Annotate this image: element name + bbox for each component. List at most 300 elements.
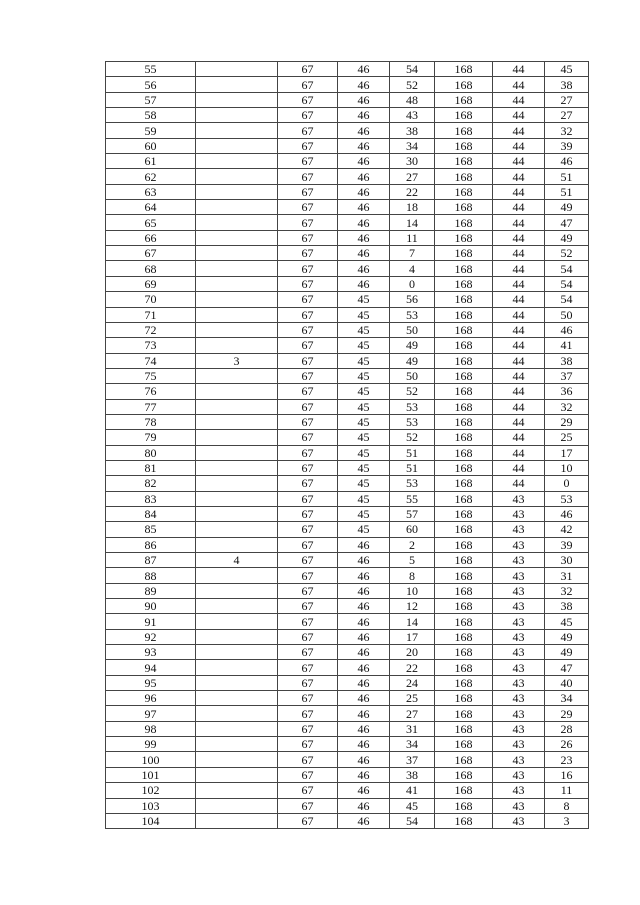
table-row [106, 261, 589, 276]
table-cell-group [196, 675, 278, 690]
table-cell-col-3: 67 [278, 292, 338, 307]
table-cell-col-5: 17 [390, 629, 435, 644]
table-cell-row-index: 70 [106, 292, 196, 307]
table-cell-row-index: 96 [106, 691, 196, 706]
table-cell-col-7: 44 [493, 261, 545, 276]
table-cell-col-6: 168 [435, 721, 493, 736]
table-cell-group: 3 [196, 353, 278, 368]
table-cell-col-6: 168 [435, 399, 493, 414]
table-cell-col-7: 44 [493, 476, 545, 491]
table-cell-col-8: 10 [545, 460, 589, 475]
table-cell-group [196, 261, 278, 276]
table-cell-col-7: 44 [493, 276, 545, 291]
table-cell-group [196, 506, 278, 521]
table-row [106, 154, 589, 169]
table-cell-col-4: 46 [338, 77, 390, 92]
table-cell-col-7: 43 [493, 675, 545, 690]
table-cell-col-4: 45 [338, 322, 390, 337]
table-cell-col-6: 168 [435, 706, 493, 721]
table-cell-col-3: 67 [278, 614, 338, 629]
table-cell-col-3: 67 [278, 460, 338, 475]
table-row [106, 553, 589, 568]
table-cell-col-7: 44 [493, 445, 545, 460]
table-cell-row-index: 89 [106, 583, 196, 598]
table-cell-group [196, 798, 278, 813]
table-cell-col-3: 67 [278, 645, 338, 660]
table-cell-col-8: 49 [545, 629, 589, 644]
table-cell-col-5: 22 [390, 660, 435, 675]
table-cell-group [196, 276, 278, 291]
table-cell-col-5: 31 [390, 721, 435, 736]
table-cell-group [196, 491, 278, 506]
table-cell-col-5: 43 [390, 108, 435, 123]
table-row [106, 292, 589, 307]
table-cell-group [196, 399, 278, 414]
table-cell-col-4: 46 [338, 537, 390, 552]
table-cell-col-5: 24 [390, 675, 435, 690]
table-cell-row-index: 83 [106, 491, 196, 506]
table-cell-col-7: 44 [493, 368, 545, 383]
table-cell-row-index: 91 [106, 614, 196, 629]
table-cell-row-index: 102 [106, 783, 196, 798]
table-cell-col-8: 28 [545, 721, 589, 736]
table-cell-col-4: 46 [338, 123, 390, 138]
table-cell-col-6: 168 [435, 614, 493, 629]
table-cell-col-8: 25 [545, 430, 589, 445]
table-cell-col-7: 44 [493, 230, 545, 245]
table-cell-col-4: 45 [338, 414, 390, 429]
table-row [106, 77, 589, 92]
table-cell-col-4: 45 [338, 292, 390, 307]
table-cell-col-6: 168 [435, 261, 493, 276]
table-cell-col-5: 50 [390, 322, 435, 337]
table-row [106, 522, 589, 537]
table-cell-col-4: 46 [338, 138, 390, 153]
table-row [106, 706, 589, 721]
table-cell-col-7: 44 [493, 92, 545, 107]
table-cell-row-index: 75 [106, 368, 196, 383]
table-cell-group [196, 77, 278, 92]
table-cell-col-5: 52 [390, 77, 435, 92]
table-cell-col-5: 45 [390, 798, 435, 813]
table-cell-col-4: 46 [338, 184, 390, 199]
table-cell-row-index: 64 [106, 200, 196, 215]
table-row [106, 599, 589, 614]
table-cell-col-5: 14 [390, 614, 435, 629]
table-cell-col-8: 8 [545, 798, 589, 813]
table-cell-col-6: 168 [435, 200, 493, 215]
table-cell-col-8: 3 [545, 813, 589, 828]
table-cell-col-8: 49 [545, 200, 589, 215]
table-cell-group [196, 138, 278, 153]
table-cell-col-8: 26 [545, 737, 589, 752]
table-cell-col-7: 43 [493, 553, 545, 568]
table-cell-col-6: 168 [435, 338, 493, 353]
table-cell-group [196, 522, 278, 537]
table-cell-col-6: 168 [435, 752, 493, 767]
table-row [106, 568, 589, 583]
table-cell-col-6: 168 [435, 583, 493, 598]
table-cell-col-4: 46 [338, 783, 390, 798]
table-cell-col-3: 67 [278, 721, 338, 736]
table-cell-col-7: 43 [493, 491, 545, 506]
table-cell-row-index: 104 [106, 813, 196, 828]
table-cell-row-index: 73 [106, 338, 196, 353]
table-cell-col-4: 45 [338, 522, 390, 537]
table-cell-col-8: 53 [545, 491, 589, 506]
table-cell-col-7: 43 [493, 568, 545, 583]
table-cell-group [196, 614, 278, 629]
table-cell-col-4: 46 [338, 200, 390, 215]
table-row [106, 445, 589, 460]
table-cell-group [196, 92, 278, 107]
table-cell-col-8: 0 [545, 476, 589, 491]
table-cell-row-index: 77 [106, 399, 196, 414]
table-row [106, 430, 589, 445]
table-cell-col-6: 168 [435, 767, 493, 782]
table-cell-col-7: 44 [493, 77, 545, 92]
table-cell-col-6: 168 [435, 230, 493, 245]
table-cell-row-index: 65 [106, 215, 196, 230]
table-row [106, 813, 589, 828]
table-cell-col-4: 46 [338, 660, 390, 675]
table-cell-group [196, 169, 278, 184]
table-row [106, 506, 589, 521]
table-cell-group [196, 476, 278, 491]
table-cell-col-5: 51 [390, 445, 435, 460]
table-cell-col-3: 67 [278, 368, 338, 383]
table-cell-col-3: 67 [278, 108, 338, 123]
table-cell-group [196, 691, 278, 706]
table-row [106, 230, 589, 245]
table-cell-row-index: 74 [106, 353, 196, 368]
table-cell-col-3: 67 [278, 246, 338, 261]
table-cell-group [196, 108, 278, 123]
table-cell-group [196, 307, 278, 322]
table-row [106, 491, 589, 506]
table-cell-row-index: 93 [106, 645, 196, 660]
table-cell-col-4: 46 [338, 169, 390, 184]
table-cell-col-5: 7 [390, 246, 435, 261]
table-cell-col-4: 46 [338, 752, 390, 767]
table-cell-row-index: 56 [106, 77, 196, 92]
table-cell-col-3: 67 [278, 184, 338, 199]
table-cell-col-4: 45 [338, 368, 390, 383]
table-cell-col-3: 67 [278, 138, 338, 153]
table-row [106, 184, 589, 199]
table-cell-row-index: 103 [106, 798, 196, 813]
table-cell-col-3: 67 [278, 338, 338, 353]
table-cell-col-6: 168 [435, 123, 493, 138]
table-cell-col-3: 67 [278, 123, 338, 138]
table-cell-col-4: 46 [338, 553, 390, 568]
table-cell-col-7: 43 [493, 798, 545, 813]
table-cell-row-index: 71 [106, 307, 196, 322]
table-cell-col-6: 168 [435, 737, 493, 752]
table-cell-group [196, 246, 278, 261]
table-cell-row-index: 80 [106, 445, 196, 460]
table-cell-col-3: 67 [278, 430, 338, 445]
table-cell-col-5: 54 [390, 813, 435, 828]
table-row [106, 138, 589, 153]
table-cell-col-3: 67 [278, 568, 338, 583]
table-cell-group [196, 767, 278, 782]
table-cell-row-index: 92 [106, 629, 196, 644]
table-cell-col-6: 168 [435, 537, 493, 552]
table-cell-col-4: 46 [338, 813, 390, 828]
table-cell-col-6: 168 [435, 506, 493, 521]
table-cell-row-index: 97 [106, 706, 196, 721]
table-cell-group [196, 414, 278, 429]
table-cell-col-8: 40 [545, 675, 589, 690]
table-cell-col-5: 25 [390, 691, 435, 706]
table-cell-col-8: 45 [545, 614, 589, 629]
table-cell-group [196, 629, 278, 644]
table-cell-col-5: 8 [390, 568, 435, 583]
table-cell-col-8: 32 [545, 399, 589, 414]
table-cell-col-3: 67 [278, 537, 338, 552]
table-cell-col-5: 34 [390, 138, 435, 153]
table-cell-col-7: 43 [493, 645, 545, 660]
table-cell-col-4: 46 [338, 583, 390, 598]
table-cell-group [196, 752, 278, 767]
table-cell-col-7: 43 [493, 537, 545, 552]
table-cell-col-8: 46 [545, 322, 589, 337]
table-cell-col-5: 53 [390, 414, 435, 429]
table-row [106, 675, 589, 690]
table-cell-row-index: 94 [106, 660, 196, 675]
table-row [106, 737, 589, 752]
table-cell-col-8: 38 [545, 353, 589, 368]
table-cell-col-4: 45 [338, 476, 390, 491]
table-cell-col-4: 46 [338, 798, 390, 813]
table-cell-group [196, 322, 278, 337]
table-cell-col-7: 43 [493, 583, 545, 598]
table-row [106, 460, 589, 475]
table-cell-col-8: 38 [545, 77, 589, 92]
table-cell-col-4: 46 [338, 675, 390, 690]
table-cell-row-index: 100 [106, 752, 196, 767]
table-row [106, 215, 589, 230]
table-cell-col-5: 11 [390, 230, 435, 245]
table-cell-col-7: 44 [493, 460, 545, 475]
table-cell-row-index: 81 [106, 460, 196, 475]
table-cell-group [196, 292, 278, 307]
table-cell-col-6: 168 [435, 154, 493, 169]
table-cell-col-4: 46 [338, 108, 390, 123]
table-cell-col-6: 168 [435, 138, 493, 153]
table-cell-row-index: 60 [106, 138, 196, 153]
table-cell-col-5: 30 [390, 154, 435, 169]
table-cell-col-8: 27 [545, 108, 589, 123]
table-cell-col-3: 67 [278, 660, 338, 675]
table-cell-group [196, 154, 278, 169]
table-cell-col-7: 44 [493, 322, 545, 337]
table-cell-col-6: 168 [435, 553, 493, 568]
table-cell-col-8: 16 [545, 767, 589, 782]
table-cell-col-4: 46 [338, 629, 390, 644]
table-cell-row-index: 98 [106, 721, 196, 736]
table-cell-col-7: 44 [493, 184, 545, 199]
table-cell-col-6: 168 [435, 292, 493, 307]
table-row [106, 798, 589, 813]
table-row [106, 783, 589, 798]
table-cell-col-6: 168 [435, 460, 493, 475]
table-cell-col-3: 67 [278, 491, 338, 506]
table-cell-col-5: 5 [390, 553, 435, 568]
table-cell-col-6: 168 [435, 476, 493, 491]
table-cell-col-6: 168 [435, 798, 493, 813]
table-cell-group [196, 537, 278, 552]
table-cell-col-4: 45 [338, 307, 390, 322]
table-cell-row-index: 85 [106, 522, 196, 537]
table-cell-col-5: 50 [390, 368, 435, 383]
table-row [106, 476, 589, 491]
table-cell-group [196, 813, 278, 828]
table-cell-col-7: 43 [493, 660, 545, 675]
table-cell-row-index: 79 [106, 430, 196, 445]
table-cell-col-7: 44 [493, 200, 545, 215]
table-cell-col-5: 49 [390, 338, 435, 353]
table-cell-col-7: 44 [493, 138, 545, 153]
table-row [106, 660, 589, 675]
table-cell-col-3: 67 [278, 767, 338, 782]
table-cell-row-index: 78 [106, 414, 196, 429]
table-cell-col-6: 168 [435, 675, 493, 690]
table-cell-col-6: 168 [435, 783, 493, 798]
table-cell-col-6: 168 [435, 384, 493, 399]
table-cell-col-5: 20 [390, 645, 435, 660]
table-cell-col-5: 53 [390, 476, 435, 491]
table-row [106, 414, 589, 429]
table-row [106, 629, 589, 644]
table-cell-row-index: 61 [106, 154, 196, 169]
table-cell-col-7: 44 [493, 338, 545, 353]
table-cell-col-3: 67 [278, 92, 338, 107]
table-cell-col-5: 38 [390, 123, 435, 138]
table-cell-col-4: 45 [338, 399, 390, 414]
table-row [106, 169, 589, 184]
table-cell-col-5: 22 [390, 184, 435, 199]
table-cell-col-5: 38 [390, 767, 435, 782]
table-cell-col-3: 67 [278, 384, 338, 399]
table-cell-col-3: 67 [278, 445, 338, 460]
table-cell-group [196, 384, 278, 399]
table-row [106, 276, 589, 291]
table-cell-col-8: 42 [545, 522, 589, 537]
table-cell-col-6: 168 [435, 169, 493, 184]
table-cell-col-3: 67 [278, 307, 338, 322]
table-cell-col-4: 45 [338, 430, 390, 445]
table-cell-col-4: 46 [338, 737, 390, 752]
table-cell-row-index: 101 [106, 767, 196, 782]
table-cell-row-index: 87 [106, 553, 196, 568]
table-cell-row-index: 90 [106, 599, 196, 614]
table-cell-col-8: 36 [545, 384, 589, 399]
table-cell-col-3: 67 [278, 706, 338, 721]
table-cell-row-index: 88 [106, 568, 196, 583]
table-cell-col-3: 67 [278, 62, 338, 77]
table-cell-group [196, 737, 278, 752]
table-cell-col-3: 67 [278, 752, 338, 767]
table-cell-col-7: 43 [493, 737, 545, 752]
table-cell-col-8: 17 [545, 445, 589, 460]
table-cell-col-4: 45 [338, 491, 390, 506]
table-cell-col-8: 45 [545, 62, 589, 77]
table-cell-col-3: 67 [278, 506, 338, 521]
table-cell-col-5: 10 [390, 583, 435, 598]
table-cell-group [196, 338, 278, 353]
table-cell-group [196, 430, 278, 445]
table-row [106, 246, 589, 261]
table-cell-group [196, 706, 278, 721]
table-cell-col-3: 67 [278, 583, 338, 598]
table-cell-col-4: 46 [338, 154, 390, 169]
table-cell-group [196, 721, 278, 736]
table-cell-col-5: 55 [390, 491, 435, 506]
table-row [106, 691, 589, 706]
table-row [106, 645, 589, 660]
table-cell-col-3: 67 [278, 353, 338, 368]
table-cell-group [196, 460, 278, 475]
table-cell-col-8: 46 [545, 506, 589, 521]
table-cell-col-6: 168 [435, 307, 493, 322]
table-row [106, 338, 589, 353]
table-cell-row-index: 82 [106, 476, 196, 491]
table-cell-group [196, 660, 278, 675]
table-cell-row-index: 86 [106, 537, 196, 552]
table-cell-col-3: 67 [278, 783, 338, 798]
table-cell-col-4: 45 [338, 460, 390, 475]
table-cell-col-3: 67 [278, 414, 338, 429]
table-cell-group [196, 62, 278, 77]
table-cell-group [196, 123, 278, 138]
table-cell-col-3: 67 [278, 675, 338, 690]
table-cell-row-index: 76 [106, 384, 196, 399]
table-cell-row-index: 55 [106, 62, 196, 77]
table-cell-group [196, 783, 278, 798]
table-cell-col-4: 46 [338, 92, 390, 107]
table-cell-col-3: 67 [278, 599, 338, 614]
table-cell-group [196, 599, 278, 614]
table-cell-group [196, 200, 278, 215]
table-cell-col-5: 48 [390, 92, 435, 107]
table-cell-col-3: 67 [278, 691, 338, 706]
table-cell-row-index: 99 [106, 737, 196, 752]
table-cell-col-5: 0 [390, 276, 435, 291]
table-cell-col-3: 67 [278, 813, 338, 828]
table-cell-col-8: 32 [545, 123, 589, 138]
table-cell-col-8: 54 [545, 276, 589, 291]
table-cell-col-4: 46 [338, 246, 390, 261]
table-cell-col-6: 168 [435, 629, 493, 644]
table-cell-col-8: 39 [545, 537, 589, 552]
table-cell-col-8: 51 [545, 184, 589, 199]
table-cell-col-8: 11 [545, 783, 589, 798]
table-cell-group [196, 645, 278, 660]
table-cell-col-7: 43 [493, 599, 545, 614]
table-cell-col-8: 54 [545, 292, 589, 307]
table-cell-col-6: 168 [435, 353, 493, 368]
table-cell-row-index: 69 [106, 276, 196, 291]
table-cell-col-3: 67 [278, 737, 338, 752]
table-cell-col-7: 44 [493, 215, 545, 230]
table-cell-col-3: 67 [278, 200, 338, 215]
table-cell-col-7: 43 [493, 721, 545, 736]
table-cell-col-5: 37 [390, 752, 435, 767]
table-cell-col-8: 38 [545, 599, 589, 614]
table-cell-col-5: 52 [390, 384, 435, 399]
